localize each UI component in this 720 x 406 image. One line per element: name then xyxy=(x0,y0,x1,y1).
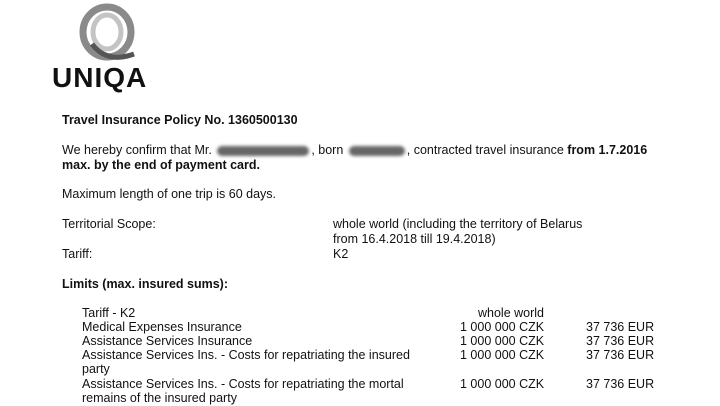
tariff-value: K2 xyxy=(333,247,349,261)
confirm-start-date: from 1.7.2016 xyxy=(567,143,648,157)
limits-tariff-label: Tariff - K2 xyxy=(82,306,136,320)
table-row-czk: 1 000 000 CZK xyxy=(460,334,545,348)
table-row-label: Medical Expenses Insurance xyxy=(82,320,242,334)
max-trip-length: Maximum length of one trip is 60 days. xyxy=(62,187,276,201)
limits-column-header: whole world xyxy=(478,306,545,320)
table-row-eur: 37 736 EUR xyxy=(586,334,655,348)
uniqa-logo-mark-icon xyxy=(64,2,150,62)
table-row-label: Assistance Services Ins. - Costs for repatriating the insured xyxy=(82,348,410,362)
tariff-label: Tariff: xyxy=(62,247,93,261)
confirm-line-1 xyxy=(62,143,647,158)
redacted-name xyxy=(217,146,309,156)
uniqa-logo xyxy=(52,2,167,94)
confirm-text-2: , born xyxy=(311,143,344,157)
logo-wordmark: UNIQA xyxy=(52,62,148,93)
table-row-czk: 1 000 000 CZK xyxy=(460,348,545,362)
table-row-label: Assistance Services Ins. - Costs for repatriating the mortal xyxy=(82,377,404,391)
table-row-czk: 1 000 000 CZK xyxy=(460,377,545,391)
limits-heading: Limits (max. insured sums): xyxy=(62,277,229,291)
confirm-end-condition: max. by the end of payment card. xyxy=(62,158,260,172)
redacted-birthdate xyxy=(349,146,405,156)
policy-title: Travel Insurance Policy No. 1360500130 xyxy=(62,113,298,127)
confirm-text-1: We hereby confirm that Mr. xyxy=(62,143,212,157)
territorial-scope-value-1: whole world (including the territory of Belarus xyxy=(333,217,583,231)
territorial-scope-label: Territorial Scope: xyxy=(62,217,156,231)
table-row-eur: 37 736 EUR xyxy=(586,320,655,334)
table-row-label-cont: party xyxy=(82,362,110,376)
table-row-eur: 37 736 EUR xyxy=(586,348,655,362)
table-row-label: Assistance Services Insurance xyxy=(82,334,253,348)
confirm-text-3: , contracted travel insurance xyxy=(406,143,564,157)
territorial-scope-value-2: from 16.4.2018 till 19.4.2018) xyxy=(333,232,496,246)
table-row-label-cont: remains of the insured party xyxy=(82,391,237,405)
table-row-czk: 1 000 000 CZK xyxy=(460,320,545,334)
table-row-eur: 37 736 EUR xyxy=(586,377,655,391)
